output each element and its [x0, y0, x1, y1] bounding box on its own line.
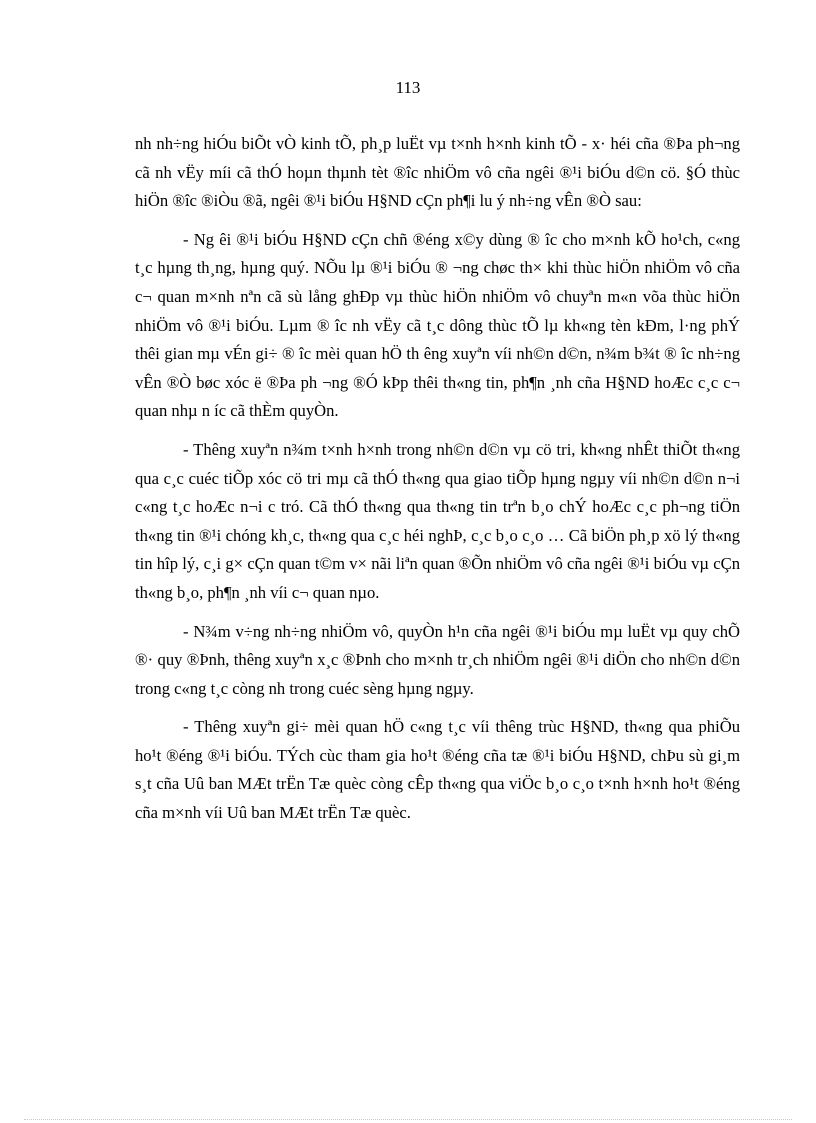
page-number: 113	[395, 78, 421, 97]
document-body	[135, 130, 740, 838]
paragraph-5: - Thêng xuyªn gi÷ mèi quan hÖ c«ng t¸c víi thêng trùc H§ND, th«ng qua phiÕu ho¹t ®éng ®¹i biÓu. TÝch cùc tham gia ho¹t ®éng cña tæ ®¹i biÓu H§ND, chÞu sù gi¸m s¸t cña Uû ban MÆt trËn Tæ quèc còng cÊp th«ng qua viÖc b¸o c¸o t×nh h×nh ho¹t ®éng cña m×nh víi Uû ban MÆt trËn Tæ quèc.	[135, 717, 740, 823]
paragraph-3: - Thêng xuyªn n¾m t×nh h×nh trong nh©n d©n vµ cö tri, kh«ng nhÊt thiÕt th«ng qua c¸c cuéc tiÕp xóc cö tri mµ cã thÓ th«ng qua giao tiÕp hµng ngµy víi nh©n d©n n¬i c«ng t¸c hoÆc n¬i c tró. Cã thÓ th«ng qua th«ng tin trªn b¸o chÝ hoÆc c¸c ph¬ng tiÖn th«ng tin ®¹i chóng kh¸c, th«ng qua c¸c héi nghÞ, c¸c b¸o c¸o … Cã biÖn ph¸p xö lý th«ng tin hîp lý, c¸i g× cÇn quan t©m v× nãi liªn quan ®Õn nhiÖm vô cña ngêi ®¹i biÓu vµ cÇn th«ng b¸o, ph¶n ¸nh víi c¬ quan nµo.	[135, 439, 740, 602]
paragraph-1: nh nh÷ng hiÓu biÕt vÒ kinh tÕ, ph¸p luËt vµ t×nh h×nh kinh tÕ - x· héi cña ®Þa ph¬ng cã nh vËy míi cã thÓ hoµn thµnh tèt ®îc nhiÖm vô cña ngêi ®¹i biÓu d©n cö. §Ó thùc hiÖn ®îc ®iÒu ®ã, ngêi ®¹i biÓu H§ND cÇn ph¶i lu ý nh÷ng vÊn ®Ò sau:	[135, 134, 740, 211]
paragraph-2: - Ng êi ®¹i biÓu H§ND cÇn chñ ®éng x©y dùng ® îc cho m×nh kÕ ho¹ch, c«ng t¸c hµng th¸ng, hµng quý. NÕu lµ ®¹i biÓu ® ¬ng chøc th× khi thùc hiÖn nhiÖm vô cña c¬ quan m×nh nªn cã sù lång ghÐp vµ thùc hiÖn nhiÖm vô chuyªn m«n võa thùc hiÖn nhiÖm vô ®¹i biÓu. Lµm ® îc nh vËy cã t¸c dông thùc tÕ lµ kh«ng tèn kÐm, l·ng phÝ thêi gian mµ vÉn gi÷ ® îc mèi quan hÖ th êng xuyªn víi nh©n d©n, n¾m b¾t ® îc nh÷ng vÊn ®Ò bøc xóc ë ®Þa ph ¬ng ®Ó kÞp thêi th«ng tin, ph¶n ¸nh cña H§ND hoÆc c¸c c¬ quan nhµ n íc cã thÈm quyÒn.	[135, 229, 740, 421]
paragraph-4: - N¾m v÷ng nh÷ng nhiÖm vô, quyÒn h¹n cña ngêi ®¹i biÓu mµ luËt vµ quy chÕ ®· quy ®Þnh, thêng xuyªn x¸c ®Þnh cho m×nh tr¸ch nhiÖm ngêi ®¹i diÖn cho nh©n d©n trong c«ng t¸c còng nh trong cuéc sèng hµng ngµy.	[135, 621, 740, 698]
page-bottom-divider	[24, 1119, 792, 1120]
